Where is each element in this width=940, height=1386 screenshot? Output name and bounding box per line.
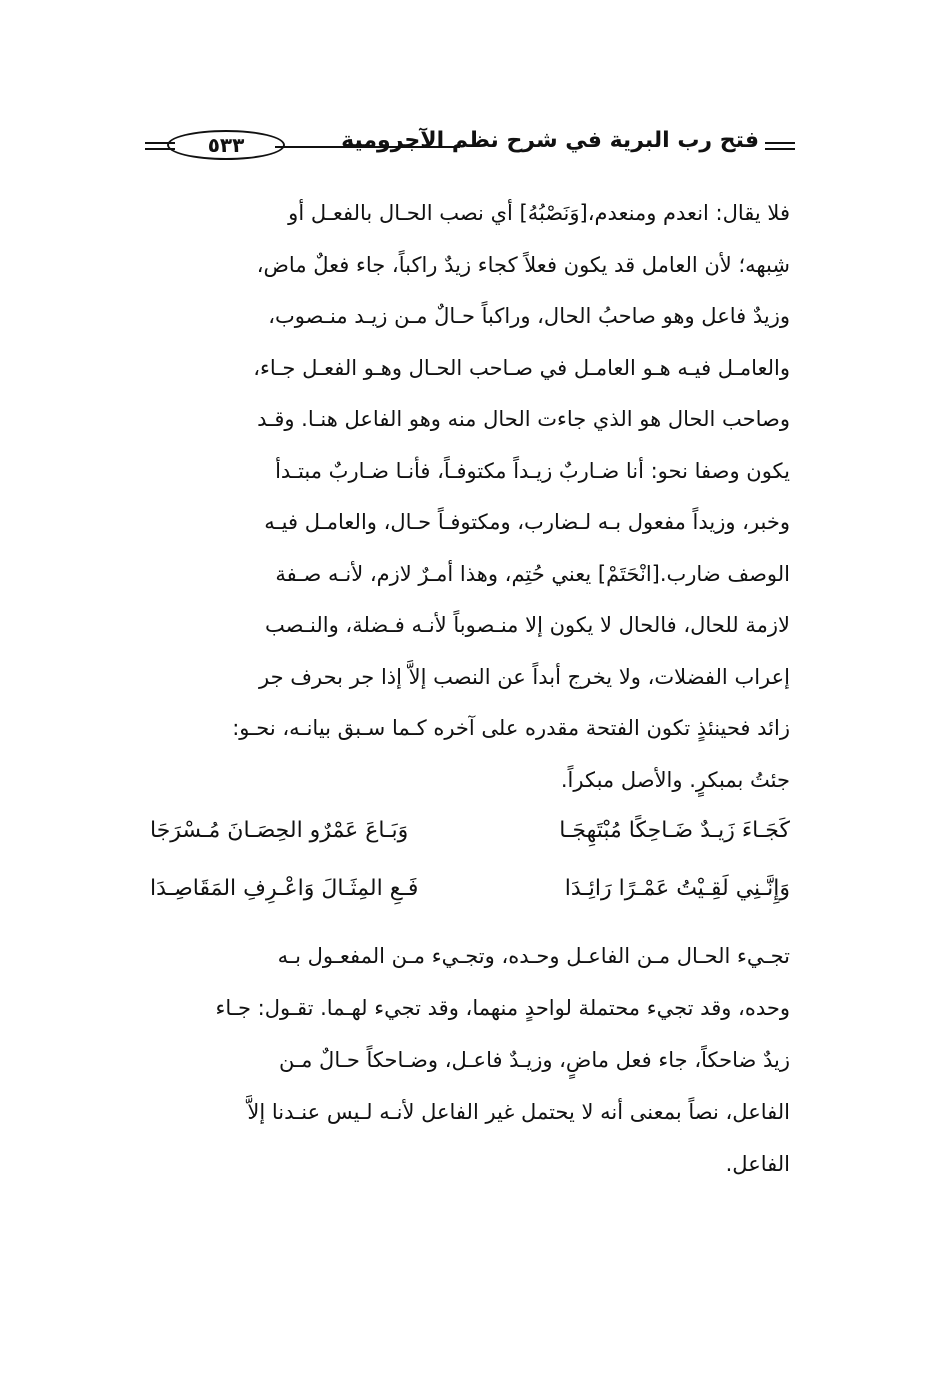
text-line: الفاعل، نصاً بمعنى أنه لا يحتمل غير الفاعل لأنـه لـيس عنـدنا إلاَّ	[247, 1100, 790, 1124]
text-line: وخبر، وزيداً مفعول بـه لـضارب، ومكتوفـاً حـال، والعامـل فيـه	[264, 510, 790, 534]
verse-first-hemistich: وَإِنَّـنِي لَقِـيْتُ عَمْـرًا رَائِـدَا	[564, 876, 790, 901]
text-line: تجـيء الحـال مـن الفاعـل وحـده، وتجـيء مـن المفعـول بـه	[277, 944, 790, 968]
paragraph-2	[140, 930, 790, 1190]
page-number: ٥٣٣	[167, 130, 285, 160]
text-line: شِبهه؛ لأن العامل قد يكون فعلاً كجاء زيدٌ راكباً، جاء فعلٌ ماض،	[256, 252, 790, 277]
text-line: وزيدٌ فاعل وهو صاحبُ الحال، وراكباً حـالٌ مـن زيـد منـصوب،	[268, 304, 790, 328]
running-title: فتح رب البرية في شرح نظم الآجرومية	[341, 128, 759, 153]
poem-verses	[130, 818, 790, 934]
text-line: جئتُ بمبكرٍ. والأصل مبكراً.	[560, 767, 790, 792]
verse-second-hemistich: فَـعِ المِثَـالَ وَاعْـرِفِ المَقَاصِـدَا	[150, 876, 419, 901]
verse-row	[130, 818, 790, 876]
text-line: الفاعل.	[725, 1152, 790, 1176]
text-line: الوصف ضارب.[انْحَتَمْ] يعني حُتِم، وهذا أمـرٌ لازم، لأنـه صـفة	[275, 561, 790, 586]
text-line: فلا يقال: انعدم ومنعدم،[وَنَصْبُهُ] أي نصب الحـال بالفعـل أو	[288, 201, 790, 225]
text-line: لازمة للحال، فالحال لا يكون إلا منـصوباً لأنـه فـضلة، والنـصب	[265, 613, 790, 637]
verse-row	[130, 876, 790, 934]
page-header	[145, 128, 795, 168]
paragraph-1	[140, 188, 790, 806]
verse-second-hemistich: وَبَـاعَ عَمْرٌو الحِصَـانَ مُـسْرَجَا	[150, 818, 409, 843]
text-line: وحده، وقد تجيء محتملة لواحدٍ منهما، وقد تجيء لهـما. تقـول: جـاء	[215, 996, 790, 1020]
text-line: والعامـل فيـه هـو العامـل في صـاحب الحـال وهـو الفعـل جـاء،	[253, 355, 790, 380]
text-line: يكون وصفا نحو: أنا ضـاربٌ زيـداً مكتوفـاً، فأنـا ضـاربٌ مبتـدأ	[275, 458, 790, 483]
verse-first-hemistich: كَجَـاءَ زَيـدٌ ضَـاحِكًا مُبْتَهِجَـا	[559, 818, 790, 843]
text-line: زائد فحينئذٍ تكون الفتحة مقدره على آخره كـما سـبق بيانـه، نحـو:	[232, 716, 790, 740]
text-line: وصاحب الحال هو الذي جاءت الحال منه وهو الفاعل هنـا. وقـد	[257, 407, 790, 431]
text-line: زيدٌ ضاحكاً، جاء فعل ماضٍ، وزيـدٌ فاعـل، وضـاحكاً حـالٌ مـن	[279, 1048, 790, 1072]
text-line: إعراب الفضلات، ولا يخرج أبداً عن النصب إلاَّ إذا جر بحرف جر	[259, 664, 790, 689]
header-rule-right	[765, 142, 795, 150]
